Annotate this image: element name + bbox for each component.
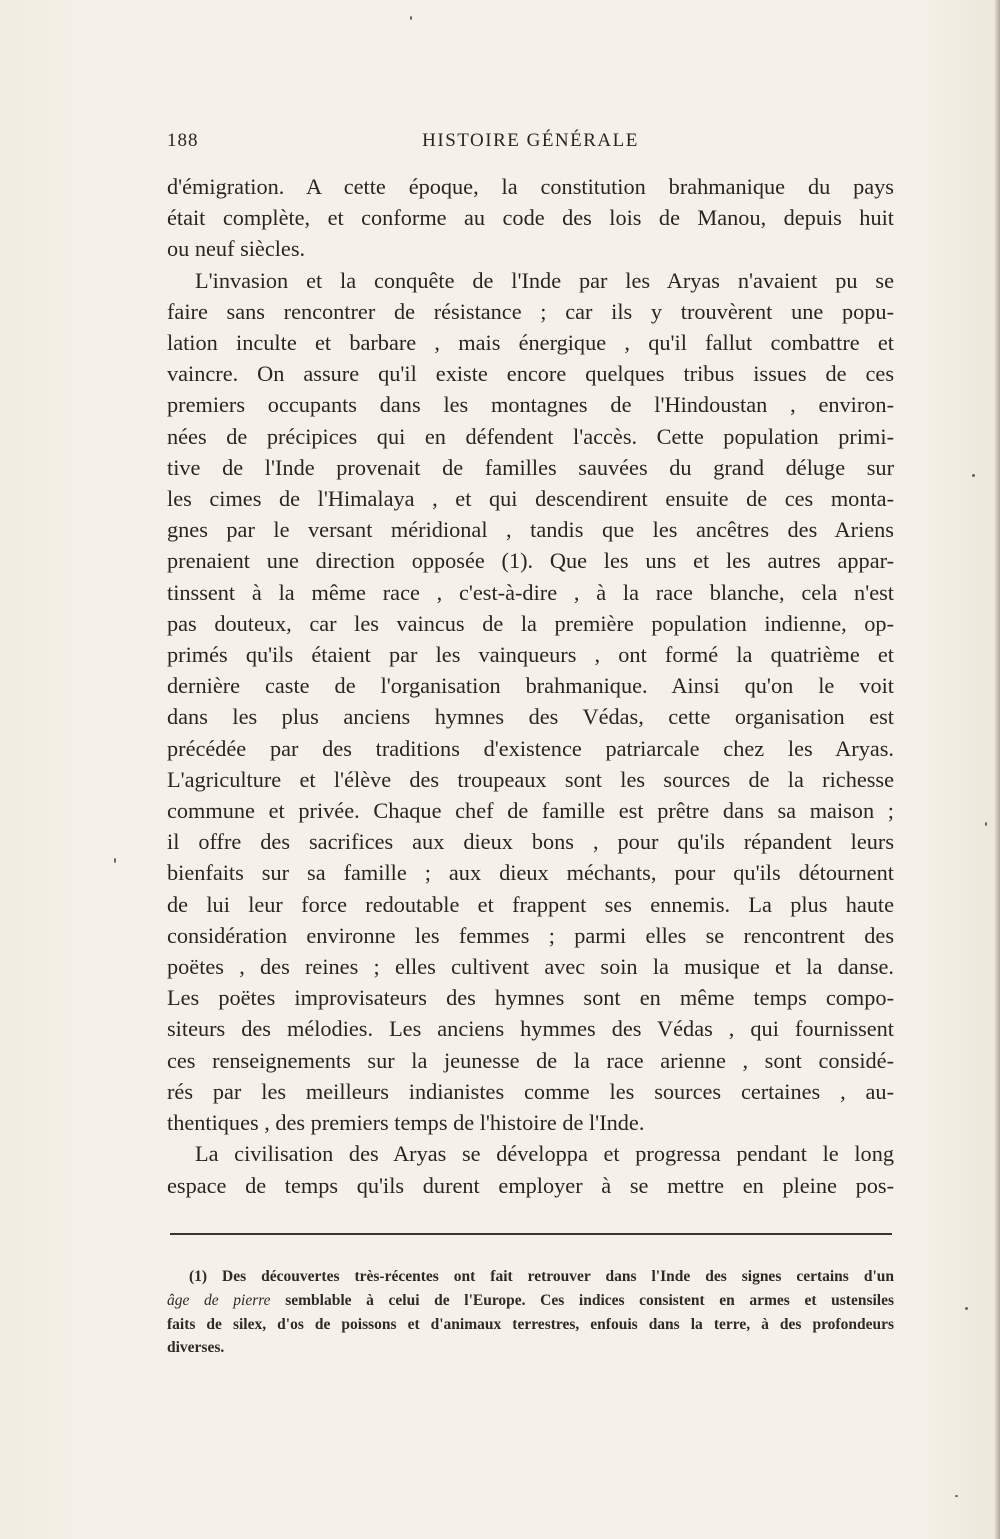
- text-line: L'invasion et la conquête de l'Inde par les Aryas n'avaient pu se: [195, 267, 894, 293]
- text-line: lation inculte et barbare , mais énergique , qu'il fallut combattre et: [167, 330, 894, 356]
- footnote-line: (1) Des découvertes très-récentes ont fait retrouver dans l'Inde des signes certains d'un: [189, 1268, 894, 1285]
- text-line: thentiques , des premiers temps de l'histoire de l'Inde.: [167, 1110, 645, 1136]
- text-line: Les poëtes improvisateurs des hymnes sont en même temps compo-: [167, 985, 894, 1011]
- text-line: bienfaits sur sa famille ; aux dieux méchants, pour qu'ils détournent: [167, 860, 894, 886]
- text-line: siteurs des mélodies. Les anciens hymmes des Védas , qui fournissent: [167, 1016, 894, 1042]
- text-line: vaincre. On assure qu'il existe encore quelques tribus issues de ces: [167, 361, 894, 387]
- footnote-line-rest: semblable à celui de l'Europe. Ces indices consistent en armes et ustensiles: [270, 1291, 894, 1309]
- paragraph-3: [167, 1138, 894, 1200]
- text-line: prenaient une direction opposée (1). Que les uns et les autres appar-: [167, 548, 894, 574]
- text-line: La civilisation des Aryas se développa et progressa pendant le long: [195, 1141, 894, 1167]
- page-number: 188: [167, 130, 199, 151]
- text-line: tinssent à la même race , c'est-à-dire , à la race blanche, cela n'est: [167, 579, 894, 605]
- speck: [114, 858, 116, 863]
- text-line: dans les plus anciens hymnes des Védas, cette organisation est: [167, 704, 894, 730]
- text-line: dernière caste de l'organisation brahmanique. Ainsi qu'on le voit: [167, 673, 894, 699]
- text-line: était complète, et conforme au code des lois de Manou, depuis huit: [167, 205, 894, 231]
- text-line: L'agriculture et l'élève des troupeaux sont les sources de la richesse: [167, 766, 894, 792]
- running-title: HISTOIRE GÉNÉRALE: [422, 130, 639, 151]
- text-line: ou neuf siècles.: [167, 236, 306, 262]
- footnote-line: faits de silex, d'os de poissons et d'animaux terrestres, enfouis dans la terre, à des profondeurs: [167, 1315, 894, 1333]
- page-header: [167, 130, 894, 160]
- text-line: poëtes , des reines ; elles cultivent avec soin la musique et la danse.: [167, 954, 894, 980]
- speck: [985, 822, 987, 826]
- speck: [410, 16, 412, 20]
- text-line: gnes par le versant méridional , tandis que les ancêtres des Ariens: [167, 517, 894, 543]
- text-line: précédée par des traditions d'existence patriarcale chez les Aryas.: [167, 735, 894, 761]
- text-line: premiers occupants dans les montagnes de l'Hindoustan , environ-: [167, 392, 894, 418]
- text-line: ces renseignements sur la jeunesse de la race arienne , sont considé-: [167, 1047, 894, 1073]
- text-line: considération environne les femmes ; parmi elles se rencontrent des: [167, 922, 894, 948]
- footnote-rule: [170, 1233, 892, 1235]
- text-line: faire sans rencontrer de résistance ; car ils y trouvèrent une popu-: [167, 298, 894, 324]
- footnote: [167, 1265, 894, 1360]
- text-line: espace de temps qu'ils durent employer à se mettre en pleine pos-: [167, 1172, 894, 1198]
- text-line: d'émigration. A cette époque, la constitution brahmanique du pays: [167, 174, 894, 199]
- text-line: de lui leur force redoutable et frappent ses ennemis. La plus haute: [167, 891, 894, 917]
- text-line: nées de précipices qui en défendent l'accès. Cette population primi-: [167, 423, 894, 449]
- text-line: rés par les meilleurs indianistes comme les sources certaines , au-: [167, 1078, 894, 1104]
- text-line: pas douteux, car les vaincus de la première population indienne, op-: [167, 610, 894, 636]
- page-edge-shadow: [994, 0, 1000, 1539]
- text-line: commune et privée. Chaque chef de famille est prêtre dans sa maison ;: [167, 798, 894, 824]
- footnote-line: [167, 1289, 894, 1313]
- text-line: les cimes de l'Himalaya , et qui descendirent ensuite de ces monta-: [167, 486, 894, 512]
- speck: [965, 1307, 968, 1310]
- body-text: [167, 171, 894, 1201]
- text-line: tive de l'Inde provenait de familles sauvées du grand déluge sur: [167, 454, 894, 480]
- text-line: il offre des sacrifices aux dieux bons , pour qu'ils répandent leurs: [167, 829, 894, 855]
- footnote-italic-term: âge de pierre: [167, 1291, 271, 1309]
- paragraph-1: [167, 171, 894, 265]
- footnote-line: diverses.: [167, 1339, 225, 1357]
- speck: [955, 1495, 958, 1497]
- paragraph-2: [167, 265, 894, 1139]
- speck: [972, 474, 975, 477]
- text-line: primés qu'ils étaient par les vainqueurs , ont formé la quatrième et: [167, 642, 894, 668]
